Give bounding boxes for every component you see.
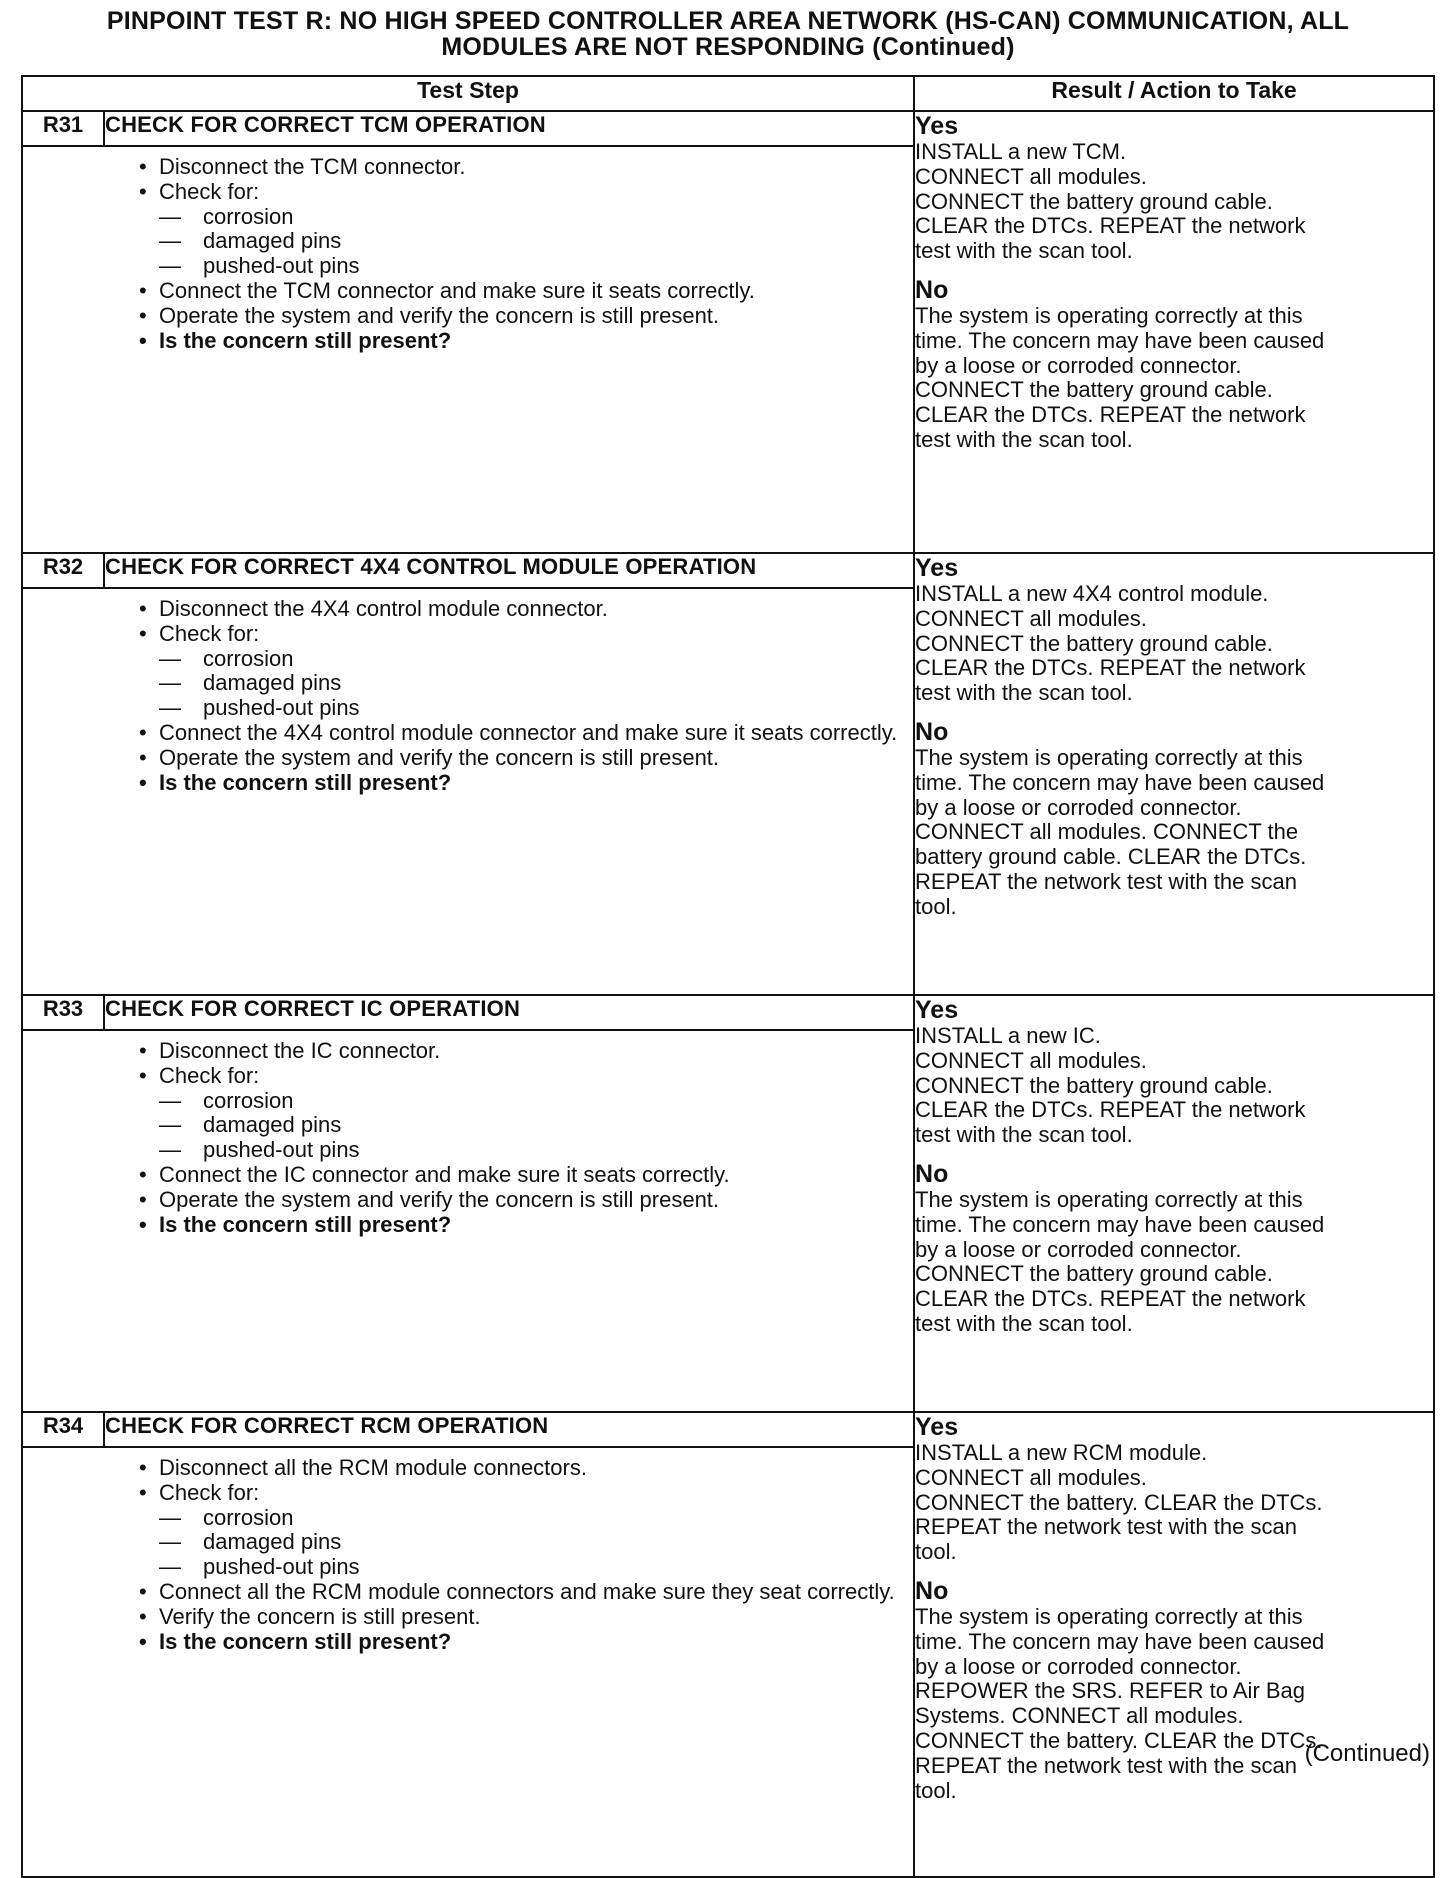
instruction-item: • Check for: [23,1064,913,1089]
step-instructions [22,1447,914,1877]
check-item: — damaged pins [23,1113,913,1138]
step-header-row [22,111,1434,146]
instruction-item: • Disconnect the 4X4 control module connector. [23,597,913,622]
check-item: — corrosion [23,1506,913,1531]
check-item: — damaged pins [23,671,913,696]
step-header-row [22,1412,1434,1447]
result-cell [914,1412,1434,1877]
title-line-1: PINPOINT TEST R: NO HIGH SPEED CONTROLLER AREA NETWORK (HS-CAN) COMMUNICATION, ALL [106,7,1350,35]
instruction-item: • Connect the TCM connector and make sure it seats correctly. [23,279,913,304]
instruction-item: • Check for: [23,622,913,647]
no-action-text: The system is operating correctly at this time. The concern may have been caused by a loose or corroded connector. REPOWER the SRS. REFER to Air Bag Systems. CONNECT all modules. CONNECT the battery. CLEAR the DTCs. REPEAT the network test with the scan tool. [915,1603,1325,1803]
instruction-list [23,589,913,795]
result-cell [914,995,1434,1412]
step-title: CHECK FOR CORRECT RCM OPERATION [104,1412,914,1447]
question-item: • Is the concern still present? [23,329,913,354]
question-item: • Is the concern still present? [23,1630,913,1655]
step-title: CHECK FOR CORRECT 4X4 CONTROL MODULE OPERATION [104,553,914,588]
result-cell [914,553,1434,995]
step-title: CHECK FOR CORRECT IC OPERATION [104,995,914,1030]
instruction-item: • Check for: [23,1481,913,1506]
step-instructions [22,1030,914,1412]
yes-label: Yes [915,996,959,1024]
instruction-list [23,1448,913,1654]
no-label: No [915,1576,949,1605]
instruction-list [23,147,913,353]
result-cell [914,111,1434,553]
instruction-item: • Connect the 4X4 control module connector and make sure it seats correctly. [23,721,913,746]
pinpoint-test-table [21,75,1435,1878]
yes-action-text: INSTALL a new IC. CONNECT all modules. CONNECT the battery ground cable. CLEAR the DTCs. REPEAT the network test with the scan tool. [915,1023,1306,1148]
yes-action-text: INSTALL a new TCM. CONNECT all modules. CONNECT the battery ground cable. CLEAR the DTCs. REPEAT the network test with the scan tool. [915,139,1306,264]
instruction-item: • Connect the IC connector and make sure it seats correctly. [23,1163,913,1188]
yes-action-text: INSTALL a new RCM module. CONNECT all modules. CONNECT the battery. CLEAR the DTCs. REPEAT the network test with the scan tool. [915,1440,1323,1565]
instruction-item: • Operate the system and verify the concern is still present. [23,746,913,771]
instruction-item: • Connect all the RCM module connectors and make sure they seat correctly. [23,1580,913,1605]
step-title: CHECK FOR CORRECT TCM OPERATION [104,111,914,146]
instruction-list [23,1031,913,1237]
steps-body [22,111,1434,1877]
step-instructions [22,146,914,553]
column-header-test-step: Test Step [22,76,914,111]
step-id: R34 [22,1412,104,1447]
step-id: R33 [22,995,104,1030]
no-action-text: The system is operating correctly at this time. The concern may have been caused by a loose or corroded connector. CONNECT all modules. CONNECT the battery ground cable. CLEAR the DTCs. REPEAT the network test with the scan tool. [915,744,1325,919]
check-item: — damaged pins [23,1530,913,1555]
yes-action-text: INSTALL a new 4X4 control module. CONNECT all modules. CONNECT the battery ground cable. CLEAR the DTCs. REPEAT the network test with the scan tool. [915,581,1306,706]
instruction-item: • Disconnect all the RCM module connectors. [23,1456,913,1481]
check-item: — pushed-out pins [23,1138,913,1163]
no-action-text: The system is operating correctly at this time. The concern may have been caused by a loose or corroded connector. CONNECT the battery ground cable. CLEAR the DTCs. REPEAT the network test with the scan tool. [915,302,1325,452]
page-title [0,8,1456,60]
check-item: — corrosion [23,205,913,230]
column-header-result: Result / Action to Take [914,76,1434,111]
no-label: No [915,275,949,304]
instruction-item: • Operate the system and verify the concern is still present. [23,1188,913,1213]
step-instructions [22,588,914,995]
instruction-item: • Operate the system and verify the concern is still present. [23,304,913,329]
step-id: R32 [22,553,104,588]
yes-label: Yes [915,112,959,140]
no-action-text: The system is operating correctly at this time. The concern may have been caused by a loose or corroded connector. CONNECT the battery ground cable. CLEAR the DTCs. REPEAT the network test with the scan tool. [915,1186,1325,1336]
instruction-item: • Check for: [23,180,913,205]
step-header-row [22,995,1434,1030]
yes-label: Yes [915,1413,959,1441]
check-item: — pushed-out pins [23,696,913,721]
instruction-item: • Verify the concern is still present. [23,1605,913,1630]
check-item: — pushed-out pins [23,254,913,279]
instruction-item: • Disconnect the TCM connector. [23,155,913,180]
check-item: — damaged pins [23,229,913,254]
continued-label: (Continued) [1304,1740,1430,1767]
yes-label: Yes [915,554,959,582]
no-label: No [915,1159,949,1188]
instruction-item: • Disconnect the IC connector. [23,1039,913,1064]
step-header-row [22,553,1434,588]
title-line-2: MODULES ARE NOT RESPONDING (Continued) [441,33,1015,61]
check-item: — corrosion [23,647,913,672]
check-item: — pushed-out pins [23,1555,913,1580]
question-item: • Is the concern still present? [23,1213,913,1238]
check-item: — corrosion [23,1089,913,1114]
no-label: No [915,717,949,746]
step-id: R31 [22,111,104,146]
question-item: • Is the concern still present? [23,771,913,796]
